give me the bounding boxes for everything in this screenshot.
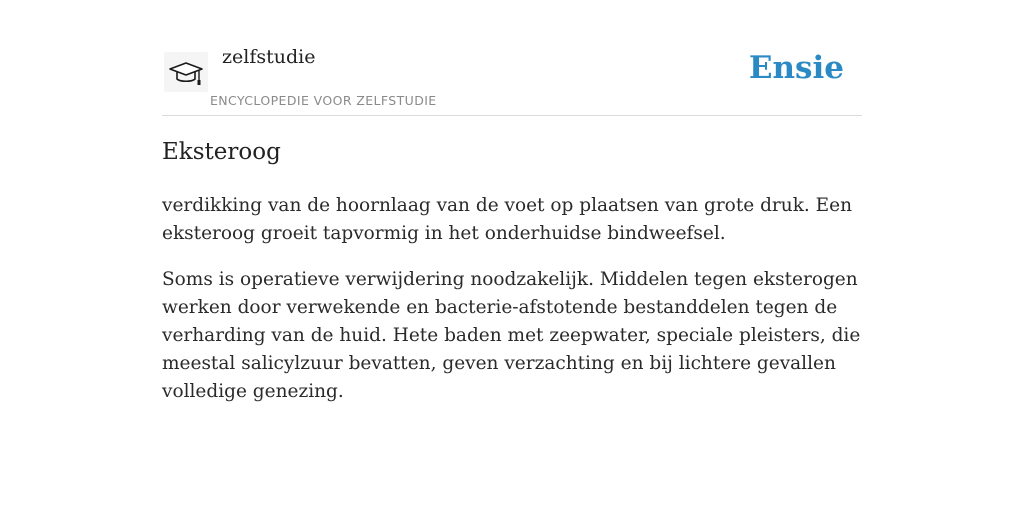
site-header — [162, 0, 862, 116]
graduation-cap-icon — [168, 58, 204, 88]
article-body — [162, 192, 862, 424]
article-paragraph: verdikking van de hoornlaag van de voet op plaatsen van grote druk. Een eksteroog groeit tapvormig in het onderhuidse bindweefsel. — [162, 195, 853, 244]
site-name-link[interactable]: zelfstudie — [222, 46, 316, 68]
article-paragraph: Soms is operatieve verwijdering noodzakelijk. Middelen tegen eksterogen werken door verwekende en bacterie-afstotende bestanddelen tegen de verharding van de huid. Hete baden met zeepwater, speciale pleisters, die meestal salicylzuur bevatten, geven verzachting en bij lichtere gevallen volledige genezing. — [162, 269, 861, 402]
ensie-brand-link[interactable]: Ensie — [748, 50, 844, 86]
site-tagline: ENCYCLOPEDIE VOOR ZELFSTUDIE — [210, 93, 437, 108]
page — [162, 0, 862, 512]
article-title: Eksteroog — [162, 139, 281, 165]
site-logo[interactable] — [164, 52, 208, 92]
